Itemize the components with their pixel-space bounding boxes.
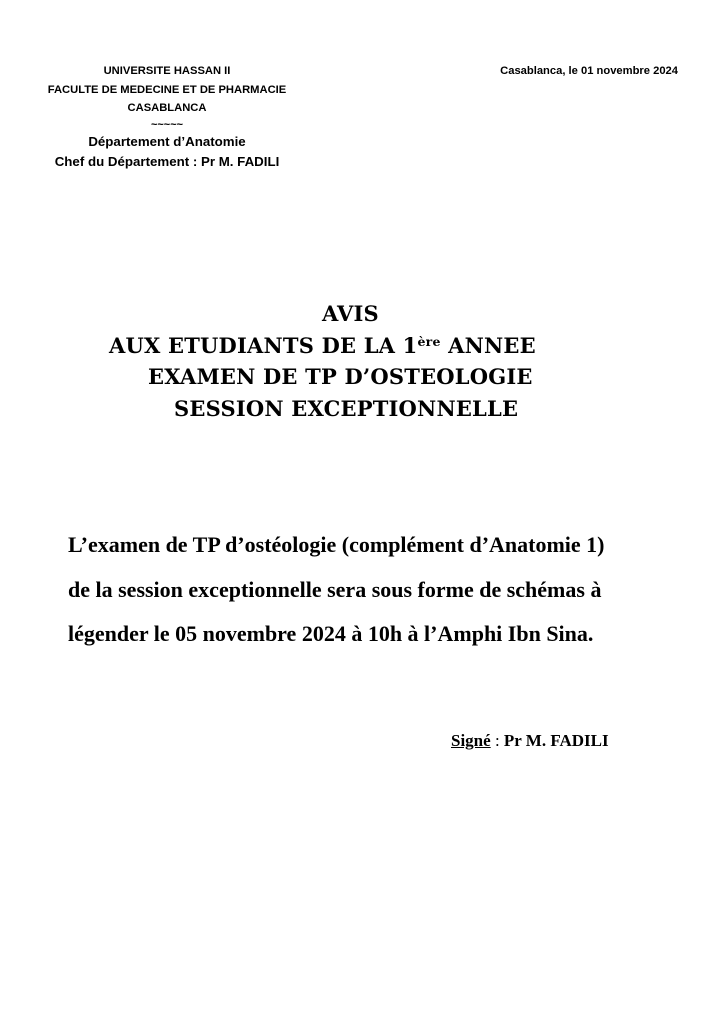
header-separator: ~~~~~ — [150, 118, 184, 131]
body-line: légender le 05 novembre 2024 à 10h à l’Amphi Ibn Sina. — [68, 621, 594, 646]
title-ordinal-suffix: ère — [417, 333, 441, 349]
faculty-name: FACULTE DE MEDECINE ET DE PHARMACIE — [47, 83, 287, 96]
title-line-session: SESSION EXCEPTIONNELLE — [174, 395, 519, 421]
body-line: L’examen de TP d’ostéologie (complément d’Anatomie 1) — [68, 532, 605, 557]
body-line: de la session exceptionnelle sera sous forme de schémas à — [68, 576, 602, 602]
institution-header — [36, 62, 298, 172]
signature-label: Signé — [451, 731, 491, 750]
title-audience-text: AUX ETUDIANTS DE LA 1 — [109, 332, 418, 358]
department-name: Département d’Anatomie — [88, 133, 246, 149]
department-chief: Chef du Département : Pr M. FADILI — [54, 153, 280, 169]
title-line-audience — [0, 330, 724, 362]
notice-body — [68, 523, 678, 657]
university-name: UNIVERSITE HASSAN II — [103, 65, 231, 77]
title-line-exam: EXAMEN DE TP D’OSTEOLOGIE — [148, 364, 533, 389]
title-audience-year: ANNEE — [440, 332, 536, 358]
notice-title — [0, 298, 724, 424]
date-place: Casablanca, le 01 novembre 2024 — [500, 65, 678, 77]
title-line-avis: AVIS — [322, 301, 379, 326]
signature-block — [451, 730, 609, 752]
signature-name: Pr M. FADILI — [503, 731, 609, 750]
signature-separator: : — [490, 731, 504, 750]
city-name: CASABLANCA — [127, 102, 207, 114]
